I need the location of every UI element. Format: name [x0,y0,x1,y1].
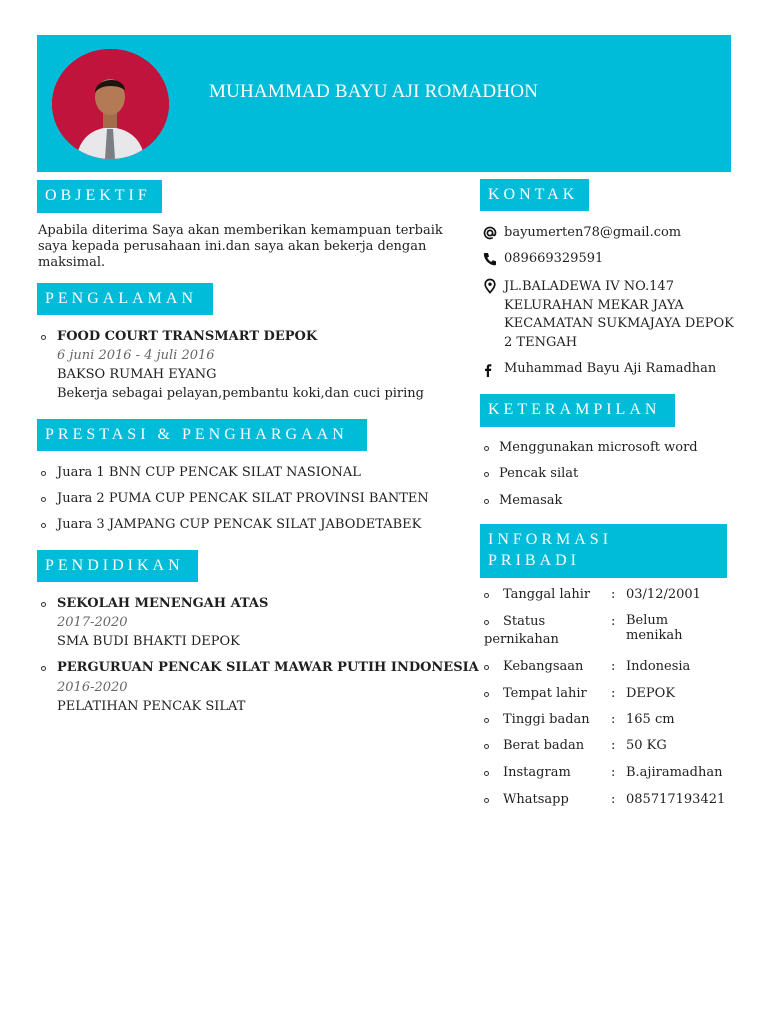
bullet-icon [484,499,489,504]
education-detail: SMA BUDI BHAKTI DEPOK [57,634,240,649]
profile-photo [52,49,169,159]
achievement-item: Juara 2 PUMA CUP PENCAK SILAT PROVINSI BANTEN [57,491,429,506]
info-label: Tanggal lahir [503,587,591,602]
info-colon: : [611,686,616,701]
contact-email: bayumerten78@gmail.com [504,225,682,240]
info-label-continued: pernikahan [484,632,559,647]
facebook-icon [480,362,496,378]
info-value: DEPOK [626,686,676,701]
info-value: Belum [626,613,669,628]
objektif-line: Apabila diterima Saya akan memberikan kemampuan terbaik [38,223,443,238]
bullet-icon [484,798,489,803]
bullet-icon [41,523,46,528]
section-title-keterampilan: KETERAMPILAN [480,394,675,427]
experience-place: FOOD COURT TRANSMART DEPOK [57,329,318,344]
info-colon: : [611,712,616,727]
bullet-icon [484,620,489,625]
section-title-pengalaman: PENGALAMAN [37,283,213,315]
info-value: 03/12/2001 [626,587,701,602]
bullet-icon [484,771,489,776]
experience-desc: Bekerja sebagai pelayan,pembantu koki,dan cuci piring [57,386,425,401]
experience-period: 6 juni 2016 - 4 juli 2016 [57,348,215,363]
info-label: Status [503,614,546,629]
full-name: MUHAMMAD BAYU AJI ROMADHON [209,81,539,102]
info-value: 165 cm [626,712,675,727]
at-sign-icon [482,225,498,241]
address-line: JL.BALADEWA IV NO.147 [504,279,674,294]
header-banner [37,35,731,172]
info-colon: : [611,659,616,674]
info-value: 085717193421 [626,792,726,807]
info-value: 50 KG [626,738,667,753]
bullet-icon [484,744,489,749]
info-label: Whatsapp [503,792,569,807]
bullet-icon [484,593,489,598]
bullet-icon [484,665,489,670]
section-title-line: INFORMASI [488,531,613,548]
education-school: PERGURUAN PENCAK SILAT MAWAR PUTIH INDONESIA [57,660,479,675]
info-value: B.ajiramadhan [626,765,723,780]
info-colon: : [611,587,616,602]
skill-item: Pencak silat [499,466,579,481]
bullet-icon [484,718,489,723]
contact-phone: 089669329591 [504,251,604,266]
section-title-informasi-pribadi [480,524,727,578]
achievement-item: Juara 3 JAMPANG CUP PENCAK SILAT JABODETABEK [57,517,422,532]
experience-role: BAKSO RUMAH EYANG [57,367,217,382]
education-detail: PELATIHAN PENCAK SILAT [57,699,246,714]
bullet-icon [41,602,46,607]
info-value: Indonesia [626,659,691,674]
skill-item: Memasak [499,493,563,508]
info-label: Tinggi badan [503,712,590,727]
section-title-line: PRIBADI [488,552,581,569]
address-line: 2 TENGAH [504,334,578,350]
education-period: 2017-2020 [57,615,128,630]
address-line: KELURAHAN MEKAR JAYA [504,297,684,313]
info-label: Kebangsaan [503,659,584,674]
bullet-icon [41,335,46,340]
skill-item: Menggunakan microsoft word [499,440,698,455]
location-pin-icon [482,278,498,294]
info-label: Berat badan [503,738,585,753]
bullet-icon [41,497,46,502]
objektif-line: saya kepada perusahaan ini.dan saya akan bekerja dengan [38,239,427,254]
education-period: 2016-2020 [57,680,128,695]
info-label: Tempat lahir [503,686,587,701]
section-title-kontak: KONTAK [480,179,589,211]
info-label: Instagram [503,765,571,780]
bullet-icon [41,666,46,671]
info-colon: : [611,738,616,753]
bullet-icon [484,446,489,451]
contact-facebook: Muhammad Bayu Aji Ramadhan [504,361,717,376]
contact-address [504,278,734,352]
info-colon: : [611,765,616,780]
achievement-item: Juara 1 BNN CUP PENCAK SILAT NASIONAL [57,465,361,480]
address-line: KECAMATAN SUKMAJAYA DEPOK [504,316,734,331]
info-colon: : [611,792,616,807]
education-school: SEKOLAH MENENGAH ATAS [57,596,269,611]
info-colon: : [611,614,616,629]
section-title-objektif: OBJEKTIF [37,180,162,213]
section-title-prestasi: PRESTASI & PENGHARGAAN [37,419,367,451]
profile-photo-illustration [52,49,169,159]
phone-icon [482,251,498,267]
bullet-icon [41,471,46,476]
info-value-continued: menikah [626,628,683,643]
section-title-pendidikan: PENDIDIKAN [37,550,198,582]
bullet-icon [484,692,489,697]
bullet-icon [484,472,489,477]
objektif-line: maksimal. [38,255,106,270]
